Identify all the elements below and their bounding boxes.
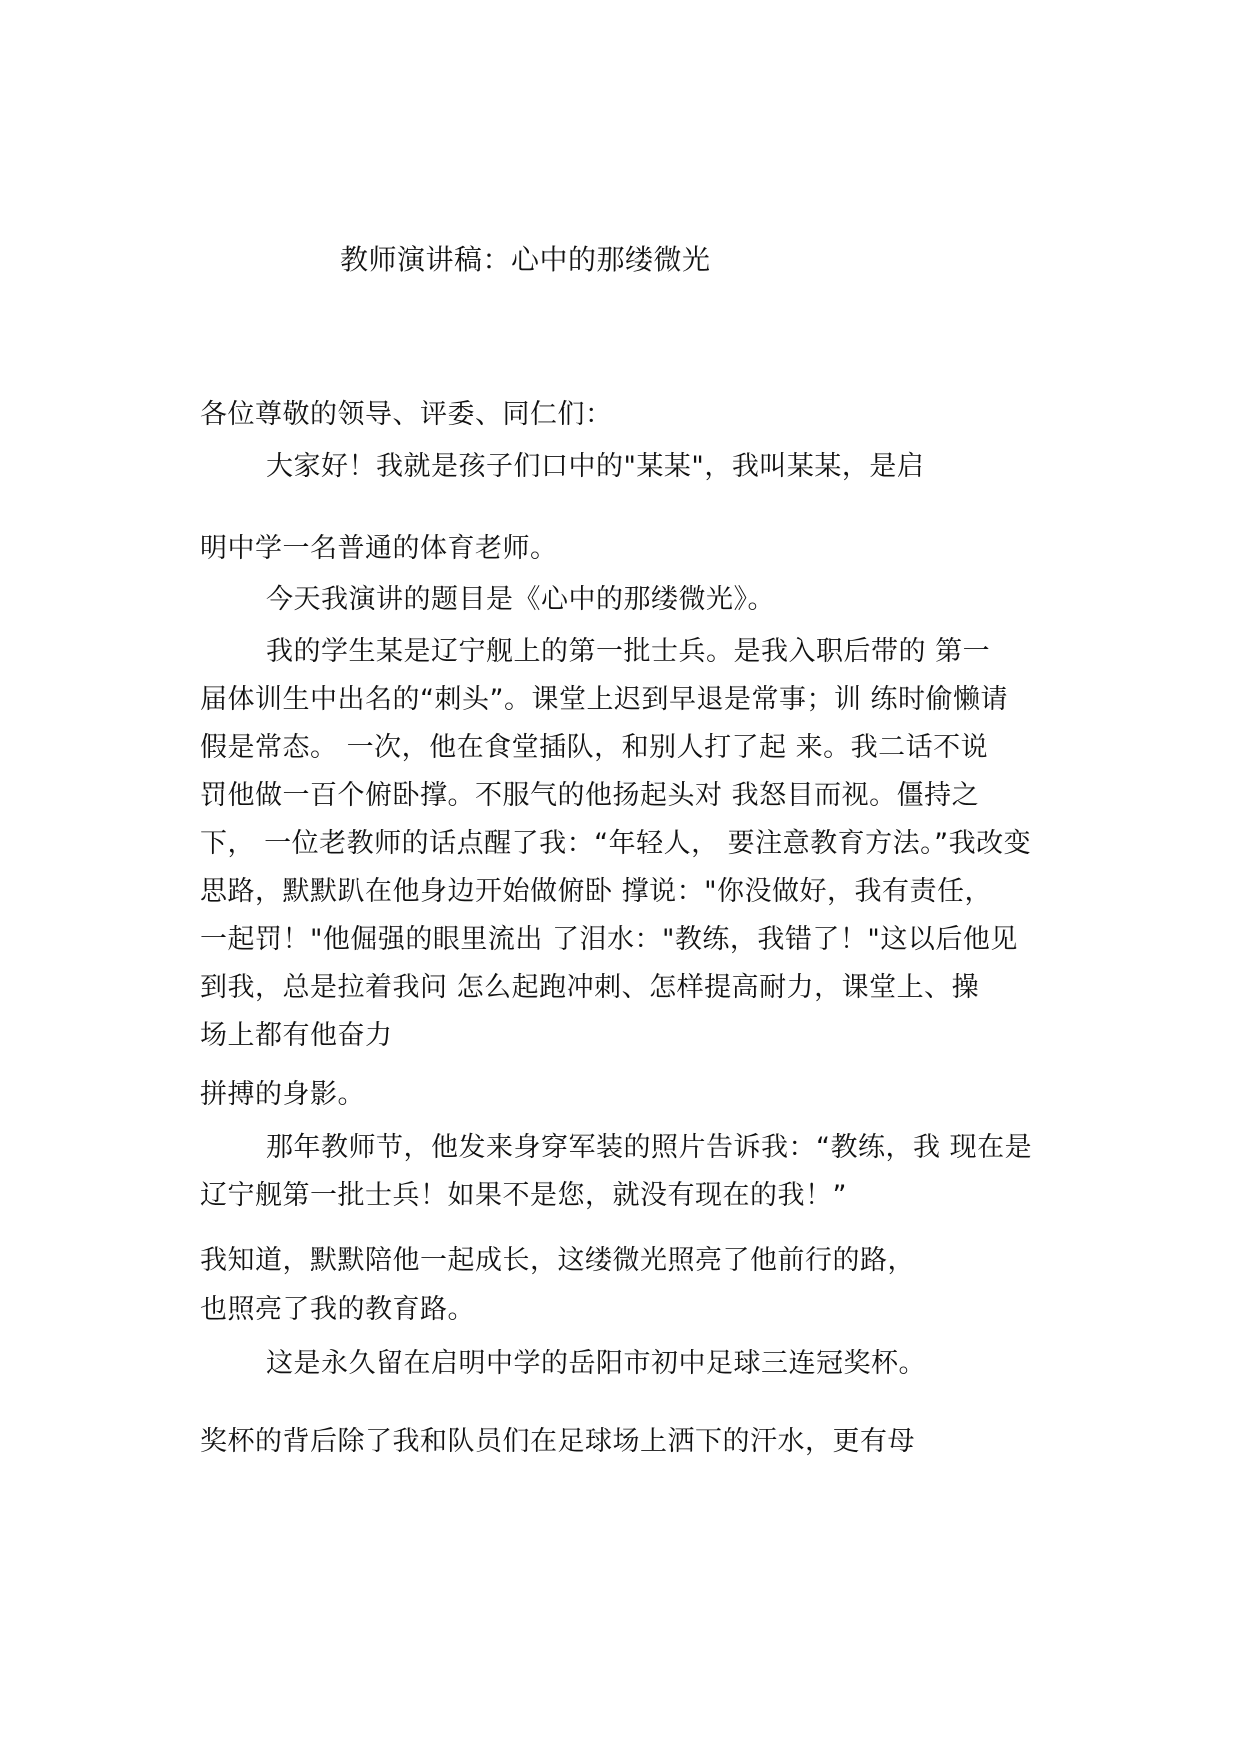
paragraph-line: 届体训生中出名的“刺头”。课堂上迟到早退是常事；训 练时偷懒请: [200, 684, 1009, 715]
paragraph-line: 一起罚！"他倔强的眼里流出 了泪水："教练，我错了！"这以后他见: [200, 924, 1018, 955]
paragraph-line: 思路，默默趴在他身边开始做俯卧 撑说："你没做好，我有责任，: [200, 876, 993, 907]
paragraph-line: 假是常态。 一次，他在食堂插队，和别人打了起 来。我二话不说: [200, 732, 989, 763]
paragraph-line: 我的学生某是辽宁舰上的第一批士兵。是我入职后带的 第一: [266, 636, 991, 667]
salutation-line: 各位尊敬的领导、评委、同仁们：: [200, 399, 613, 430]
paragraph-line: 我知道，默默陪他一起成长，这缕微光照亮了他前行的路，: [200, 1245, 915, 1276]
paragraph-line: 也照亮了我的教育路。: [200, 1294, 475, 1325]
paragraph-line: 那年教师节，他发来身穿军装的照片告诉我：“教练，我 现在是: [266, 1132, 1033, 1163]
paragraph-line: 辽宁舰第一批士兵！如果不是您，就没有现在的我！”: [200, 1180, 847, 1211]
paragraph-line: 到我，总是拉着我问 怎么起跑冲刺、怎样提高耐力，课堂上、操: [200, 972, 980, 1003]
paragraph-line: 今天我演讲的题目是《心中的那缕微光》。: [266, 584, 775, 615]
paragraph-line: 奖杯的背后除了我和队员们在足球场上洒下的汗水，更有母: [200, 1426, 915, 1457]
paragraph-line: 场上都有他奋力: [200, 1020, 393, 1051]
paragraph-line: 下， 一位老教师的话点醒了我：“年轻人， 要注意教育方法。”我改变: [200, 828, 1032, 859]
paragraph-line: 明中学一名普通的体育老师。: [200, 533, 558, 564]
paragraph-line: 罚他做一百个俯卧撑。不服气的他扬起头对 我怒目而视。僵持之: [200, 780, 980, 811]
document-title: 教师演讲稿：心中的那缕微光: [340, 243, 711, 276]
paragraph-line: 拼搏的身影。: [200, 1079, 365, 1110]
paragraph-line: 大家好！我就是孩子们口中的"某某"，我叫某某，是启: [266, 451, 925, 482]
paragraph-line: 这是永久留在启明中学的岳阳市初中足球三连冠奖杯。: [266, 1348, 926, 1379]
